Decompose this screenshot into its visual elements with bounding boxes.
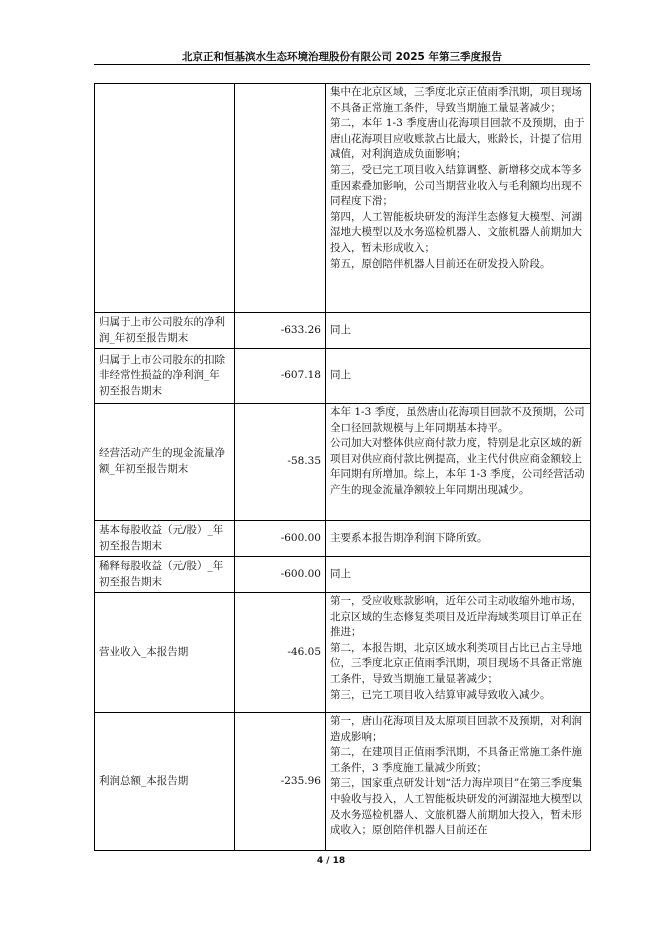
table-row — [95, 349, 591, 404]
value-cell: -58.35 — [235, 404, 326, 521]
header-divider — [94, 64, 590, 65]
value-cell: -46.05 — [235, 593, 326, 713]
reason-paragraph: 第四，人工智能板块研发的海洋生态修复大模型、河湖湿地大模型以及水务巡检机器人、文旅机器人前期加大投入，暂未形成收入； — [330, 210, 582, 254]
reason-paragraph: 公司加大对整体供应商付款力度，特别是北京区域的新项目对供应商付款比例提高，业主代付供应商金额较上年同期有所增加。综上，本年 1-3 季度，公司经营活动产生的现金流量净额较上年同期出现减少。 — [330, 437, 585, 496]
table-row — [95, 593, 591, 713]
table-row — [95, 521, 591, 557]
item-cell: 归属于上市公司股东的净利润_年初至报告期末 — [95, 313, 235, 349]
item-cell: 归属于上市公司股东的扣除非经常性损益的净利润_年初至报告期末 — [95, 349, 235, 404]
value-cell: -600.00 — [235, 521, 326, 557]
page-number: 4 / 18 — [316, 856, 346, 866]
reason-cell — [326, 404, 591, 521]
reason-paragraph: 第三，受已完工项目收入结算调整、新增移交成本等多重因素叠加影响，公司当期营业收入与毛利额均出现不同程度下滑； — [330, 163, 582, 208]
reason-paragraph: 第三，国家重点研发计划“活力海岸项目”在第三季度集中验收与投入，人工智能板块研发的河湖湿地大模型以及水务巡检机器人、文旅机器人前期加大投入，暂未形成收入；原创陪伴机器人目前还在 — [330, 777, 583, 837]
reason-cell — [326, 713, 591, 851]
item-cell: 利润总额_本报告期 — [95, 713, 235, 851]
change-reason-table — [94, 83, 591, 851]
item-cell: 稀释每股收益（元/股）_年初至报告期末 — [95, 557, 235, 593]
item-cell: 经营活动产生的现金流量净额_年初至报告期末 — [95, 404, 235, 521]
table-row — [95, 713, 591, 851]
reason-paragraph: 集中在北京区域，三季度北京正值雨季汛期，项目现场不具备正常施工条件，导致当期施工量显著减少； — [330, 86, 582, 114]
reason-cell: 同上 — [326, 313, 591, 349]
reason-paragraph: 本年 1-3 季度，虽然唐山花海项目回款不及预期，公司全口径回款规模与上年同期基本持平。 — [330, 406, 585, 434]
reason-paragraph: 第五，原创陪伴机器人目前还在研发投入阶段。 — [330, 257, 551, 270]
value-cell — [235, 84, 326, 313]
value-cell: -235.96 — [235, 713, 326, 851]
reason-cell: 主要系本报告期净利润下降所致。 — [326, 521, 591, 557]
item-cell — [95, 84, 235, 313]
value-cell: -607.18 — [235, 349, 326, 404]
table-row — [95, 404, 591, 521]
reason-paragraph: 第一，受应收账款影响，近年公司主动收缩外地市场，北京区域的生态修复类项目及近岸海域类项目订单正在推进； — [330, 595, 582, 639]
reason-cell — [326, 84, 591, 313]
reason-cell: 同上 — [326, 557, 591, 593]
reason-cell — [326, 593, 591, 713]
table-row — [95, 84, 591, 313]
table-row — [95, 557, 591, 593]
page-header: 北京正和恒基滨水生态环境治理股份有限公司 2025 年第三季度报告 — [181, 51, 503, 63]
reason-paragraph: 第二，在建项目正值雨季汛期，不具备正常施工条件施工条件，3 季度施工量减少所致； — [330, 746, 582, 774]
item-cell: 营业收入_本报告期 — [95, 593, 235, 713]
value-cell: -600.00 — [235, 557, 326, 593]
item-cell: 基本每股收益（元/股）_年初至报告期末 — [95, 521, 235, 557]
reason-cell: 同上 — [326, 349, 591, 404]
reason-paragraph: 第一，唐山花海项目及太原项目回款不及预期，对利润造成影响； — [330, 715, 582, 743]
reason-paragraph: 第三，已完工项目收入结算审减导致收入减少。 — [330, 688, 551, 701]
reason-paragraph: 第二，本年 1-3 季度唐山花海项目回款不及预期，由于唐山花海项目应收账款占比最大，账龄长，计提了信用减值，对利润造成负面影响； — [330, 117, 585, 161]
value-cell: -633.26 — [235, 313, 326, 349]
table-row — [95, 313, 591, 349]
reason-paragraph: 第二，本报告期，北京区域水利类项目占比已占主导地位，三季度北京正值雨季汛期，项目现场不具备正常施工条件，导致当期施工量显著减少； — [330, 641, 582, 685]
